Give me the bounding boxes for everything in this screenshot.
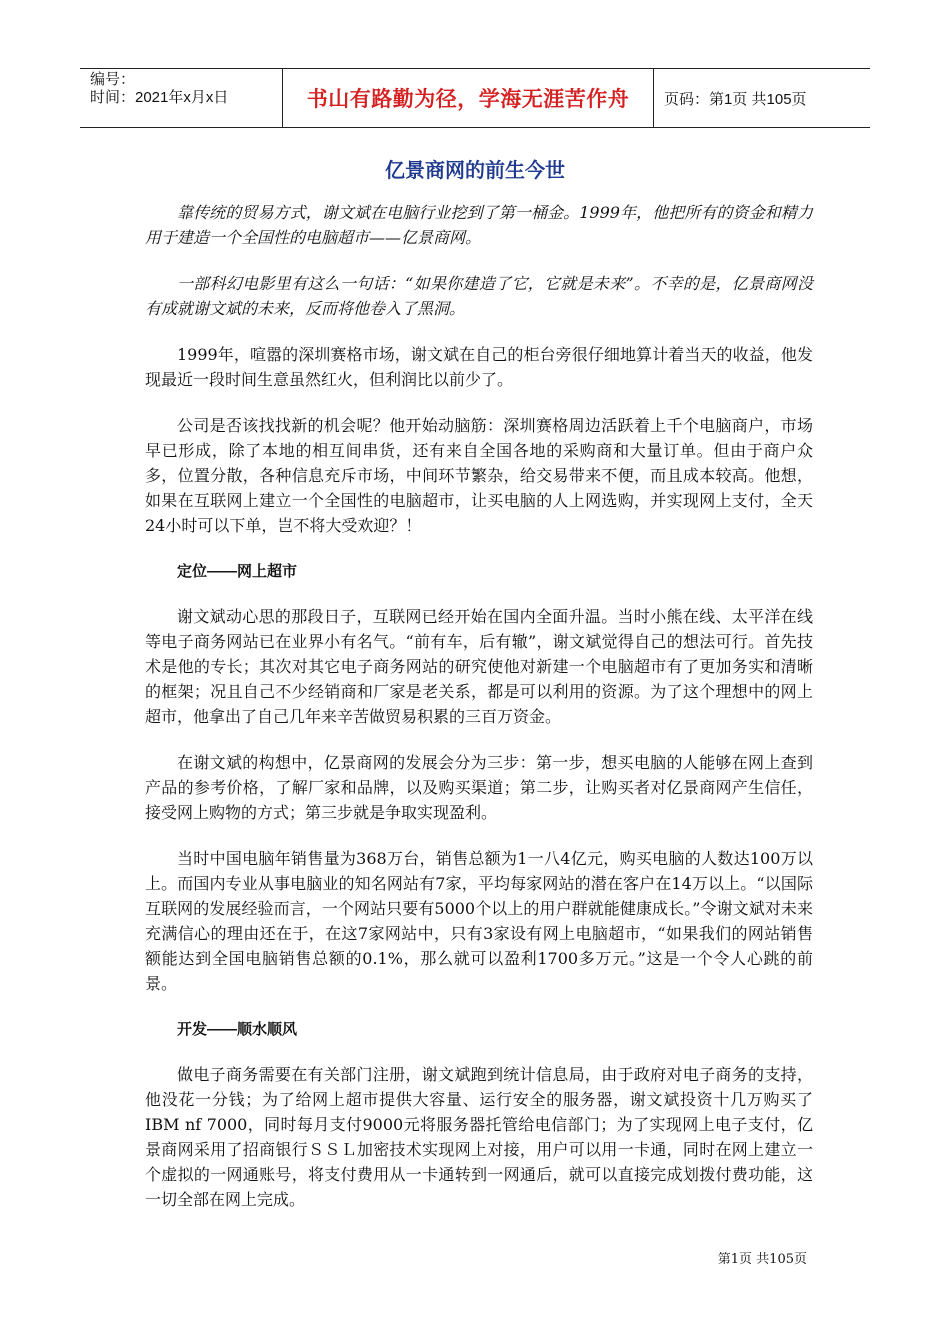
header-meta [80,69,282,127]
paragraph: 谢文斌动心思的那段日子，互联网已经开始在国内全面升温。当时小熊在线、太平洋在线等电子商务网站已在业界小有名气。“前有车，后有辙”，谢文斌觉得自己的想法可行。首先技术是他的专长；其次对其它电子商务网站的研究使他对新建一个电脑超市有了更加务实和清晰的框架；况且自己不少经销商和厂家是老关系，都是可以利用的资源。为了这个理想中的网上超市，他拿出了自己几年来辛苦做贸易积累的三百万资金。 [145,607,813,726]
section-heading-positioning: 定位——网上超市 [177,563,298,580]
header-number-label: 编号： [90,71,136,88]
paragraph-intro-1: 靠传统的贸易方式，谢文斌在电脑行业挖到了第一桶金。1999年，他把所有的资金和精力用于建造一个全国性的电脑超市——亿景商网。 [145,203,813,247]
header-page-info: 页码：第1页 共105页 [664,90,807,108]
section-heading-development: 开发——顺水顺风 [177,1021,298,1038]
document-body [145,200,813,1233]
page-footer: 第1页 共105页 [717,1252,807,1267]
paragraph-intro-2: 一部科幻电影里有这么一句话：“如果你建造了它，它就是未来”。不幸的是，亿景商网没有成就谢文斌的未来，反而将他卷入了黑洞。 [145,274,813,318]
header-time-label: 时间：2021年x月x日 [90,89,229,106]
header-motto: 书山有路勤为径，学海无涯苦作舟 [282,69,654,127]
document-title: 亿景商网的前生今世 [385,158,565,182]
paragraph: 当时中国电脑年销售量为368万台，销售总额为1一八4亿元，购买电脑的人数达100万以上。而国内专业从事电脑业的知名网站有7家，平均每家网站的潜在客户在14万以上。“以国际互联网的发展经验而言，一个网站只要有5000个以上的用户群就能健康成长。”令谢文斌对未来充满信心的理由还在于，在这7家网站中，只有3家设有网上电脑超市，“如果我们的网站销售额能达到全国电脑销售总额的0.1%，那么就可以盈利1700多万元。”这是一个令人心跳的前景。 [145,849,813,993]
paragraph: 在谢文斌的构想中，亿景商网的发展会分为三步：第一步，想买电脑的人能够在网上查到产品的参考价格，了解厂家和品牌，以及购买渠道；第二步，让购买者对亿景商网产生信任，接受网上购物的方式；第三步就是争取实现盈利。 [145,753,813,822]
paragraph: 公司是否该找找新的机会呢？他开始动脑筋：深圳赛格周边活跃着上千个电脑商户，市场早已形成，除了本地的相互间串货，还有来自全国各地的采购商和大量订单。但由于商户众多，位置分散，各种信息充斥市场，中间环节繁杂，给交易带来不便，而且成本较高。他想，如果在互联网上建立一个全国性的电脑超市，让买电脑的人上网选购，并实现网上支付，全天24小时可以下单，岂不将大受欢迎？！ [145,416,813,535]
paragraph: 1999年，喧嚣的深圳赛格市场，谢文斌在自己的柜台旁很仔细地算计着当天的收益，他发现最近一段时间生意虽然红火，但利润比以前少了。 [145,345,813,389]
page-header [80,68,870,128]
paragraph: 做电子商务需要在有关部门注册，谢文斌跑到统计信息局，由于政府对电子商务的支持，他没花一分钱；为了给网上超市提供大容量、运行安全的服务器，谢文斌投资十几万购买了IBM nf 7000，同时每月支付9000元将服务器托管给电信部门；为了实现网上电子支付，亿景商网采用了招商银行ＳＳＬ加密技术实现网上对接，用户可以用一卡通，同时在网上建立一个虚拟的一网通账号，将支付费用从一卡通转到一网通后，就可以直接完成划拨付费功能，这一切全部在网上完成。 [145,1065,813,1209]
